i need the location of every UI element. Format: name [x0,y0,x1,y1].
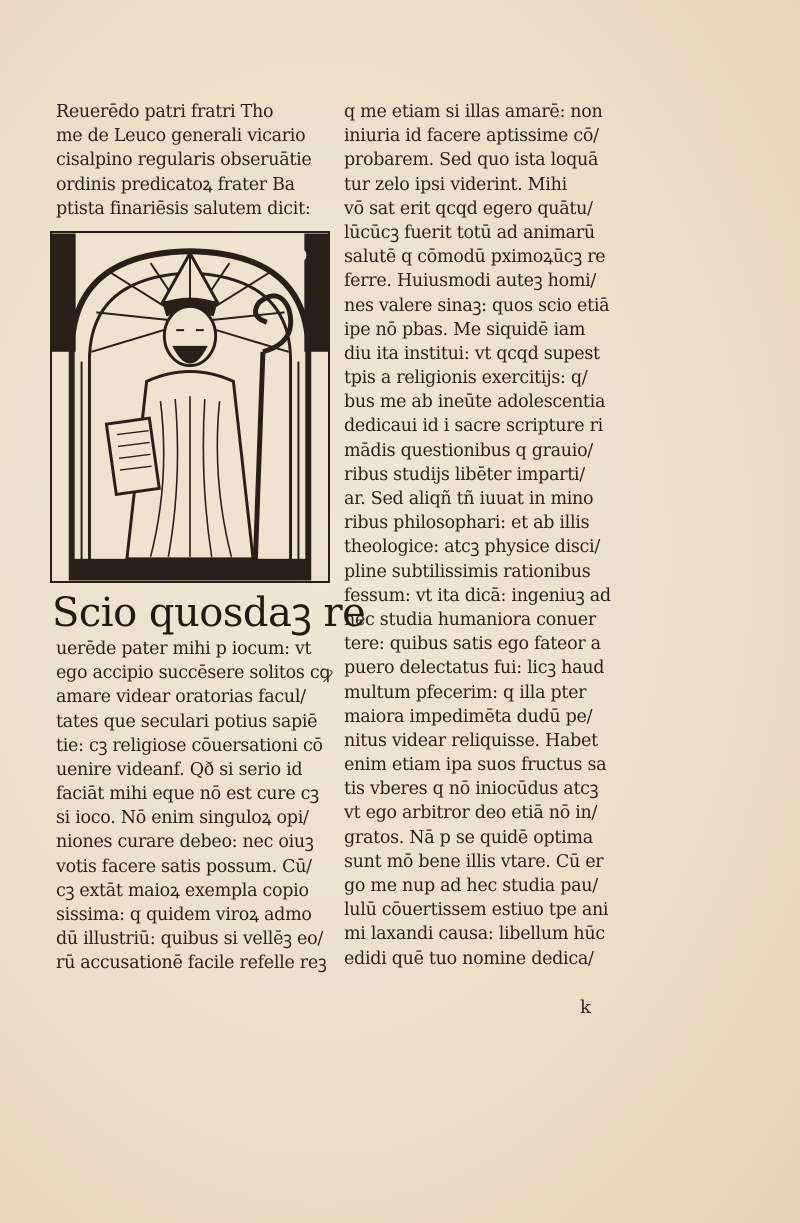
text-line: ribus studijs libēter imparti/ [344,464,585,485]
text-line: tpis a religionis exercitijs: q/ [344,368,588,389]
text-line: amare videar oratorias facul/ [56,687,306,708]
right-column [344,100,664,971]
left-column [46,100,366,976]
text-line: iniuria id facere aptissime cō/ [344,126,599,147]
text-line: si ioco. Nō enim singuloꝝ opi/ [56,808,309,829]
text-line: tur zelo ipsi viderint. Mihi [344,174,567,195]
text-line: nitus videar reliquisse. Habet [344,730,598,751]
text-line: probarem. Sed quo ista loquā [344,150,599,171]
text-line: me de Leuco generali vicario [56,126,306,147]
text-line: dū illustriū: quibus si vellēꝫ eo/ [56,929,323,950]
text-line: diu ita institui: vt qcqd supest [344,343,600,364]
text-line: lūcūcꝫ fuerit totū ad animarū [344,222,595,243]
text-line: go me nup ad hec studia pau/ [344,876,598,896]
text-line: tates que seculari potius sapiē [56,711,318,732]
text-line: puero delectatus fui: licꝫ haud [344,658,605,679]
text-line: dedicaui id i sacre scripture ri [344,416,603,437]
text-line: ipe nō pbas. Me siquidē iam [344,319,586,340]
text-line: q me etiam si illas amarē: non [344,102,603,122]
text-line: sunt mō bene illis vtare. Cū er [344,851,604,872]
text-line: tie: cꝫ religiose cōuersationi cō [56,735,323,756]
text-line: Reuerēdo patri fratri Tho [56,102,274,122]
woodcut-illustration [50,231,330,583]
text-line: maiora impedimēta dudū pe/ [344,706,593,727]
text-line: edidi quē tuo nomine dedica/ [344,948,594,969]
text-line: ribus philosophari: et ab illis [344,513,590,534]
text-line: fessum: vt ita dicā: ingeniuꝫ ad [344,585,611,606]
text-line: faciāt mihi eque nō est cure cꝫ [56,784,319,805]
text-line: sissima: q quidem viroꝝ admo [56,905,312,925]
text-line: pline subtilissimis rationibus [344,561,591,582]
text-line: cisalpino regularis obseruātie [56,150,312,171]
text-line: niones curare debeo: nec oiuꝫ [56,832,314,853]
left-column-body [46,637,346,976]
text-line: ordinis predicatoꝝ frater Ba [56,174,295,195]
text-line: lulū cōuertissem estiuo tpe ani [344,900,609,921]
text-line: uerēde pater mihi p iocum: vt [56,638,312,659]
text-line: rū accusationē facile refelle reꝫ [56,953,327,974]
incipit-initial: Scio quosdaꝫ re [52,589,366,636]
text-line: mādis questionibus q grauio/ [344,440,593,461]
text-line: enim etiam ipa suos fructus sa [344,755,607,776]
text-line: multum pfecerim: q illa pter [344,682,587,703]
text-line: votis facere satis possum. Cū/ [56,856,312,877]
right-column-body [344,100,664,971]
dedication-heading [46,100,346,221]
text-line: theologice: atcꝫ physice disci/ [344,537,600,558]
text-line: ptista finariēsis salutem dicit: [56,198,311,219]
text-line: ar. Sed aliqñ tñ iuuat in mino [344,489,594,509]
text-line: nes valere sinaꝫ: quos scio etiā [344,295,610,316]
text-line: bus me ab ineūte adolescentia [344,392,606,413]
text-line: ferre. Huiusmodi auteꝫ homi/ [344,271,597,292]
text-line: uenire videanf. Qð si serio id [56,759,303,780]
text-line: cꝫ extāt maioꝝ exempla copio [56,880,309,901]
text-line: salutē q cōmodū pximoꝝūcꝫ re [344,247,606,268]
text-line: hec studia humaniora conuer [344,609,596,630]
text-line: vt ego arbitror deo etiā nō in/ [344,803,598,824]
signature-mark: k [580,997,591,1018]
text-line: vō sat erit qcqd egero quātu/ [344,198,593,219]
text-line: tere: quibus satis ego fateor a [344,634,601,655]
saint-woodcut-icon [52,233,328,581]
text-line: gratos. Nā p se quidē optima [344,827,593,848]
text-line: mi laxandi causa: libellum hūc [344,924,605,945]
text-line: tis vberes q nō iniocūdus atcꝫ [344,779,599,800]
text-line: ego accipio succēsere solitos cꝙ [56,663,333,684]
